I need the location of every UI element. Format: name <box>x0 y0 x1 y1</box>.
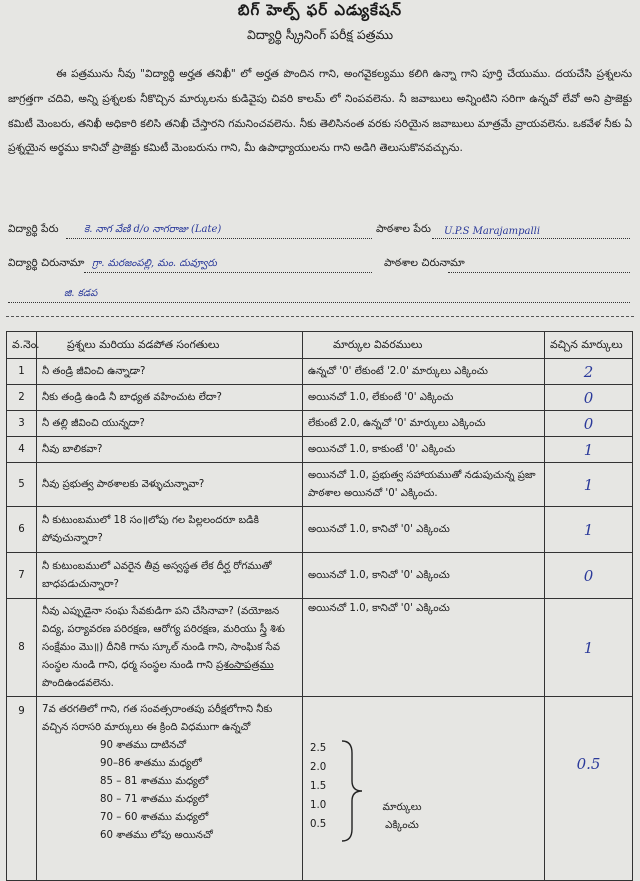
row-number: 2 <box>7 385 37 411</box>
grade-item: 90 శాతము దాటినచో <box>100 740 187 751</box>
row-question: నీకు తండ్రి ఉండి నీ బాధ్యత వహించుట లేదా? <box>37 385 303 411</box>
row-score[interactable]: 0.5 <box>545 697 633 881</box>
address-row-2 <box>8 282 632 306</box>
table-header-row <box>7 332 633 359</box>
row-number: 5 <box>7 463 37 507</box>
grade-mark: 2.5 <box>310 743 327 754</box>
row-marks-rule: అయినచో 1.0, కానిచో '0' ఎక్కించు <box>303 599 545 697</box>
table-row <box>7 385 633 411</box>
table-row <box>7 553 633 599</box>
row-question: నీ తండ్రి జీవించి ఉన్నాడా? <box>37 359 303 385</box>
grade-item: 70 – 60 శాతము మధ్యలో <box>100 812 209 823</box>
row-number: 8 <box>7 599 37 697</box>
row-number: 7 <box>7 553 37 599</box>
row-number: 6 <box>7 507 37 553</box>
table-row <box>7 359 633 385</box>
row-question: నీ కుటుంబములో 18 సం॥లోపు గల పిల్లలందరూ బడికి పోవుచున్నారా? <box>37 507 303 553</box>
row-number: 4 <box>7 437 37 463</box>
grade-marks-group <box>308 739 539 879</box>
row-marks-rule: అయినచో 1.0, కానిచో '0' ఎక్కించు <box>303 507 545 553</box>
student-address-value: గ్రా. మరజంపల్లి, మం. దువ్వూరు <box>92 258 217 269</box>
row-question: నీవు ప్రభుత్వ పాఠశాలకు వెళ్ళుచున్నావా? <box>37 463 303 507</box>
grade-mark: 1.5 <box>310 781 327 792</box>
header-marks-obtained: వచ్చిన మార్కులు <box>545 332 633 359</box>
row-marks-rule <box>303 697 545 881</box>
grade-marks-list <box>310 739 340 834</box>
section-divider <box>6 316 634 317</box>
row-marks-rule: ఉన్నచో '0' లేకుంటే '2.0' మార్కులు ఎక్కించు <box>303 359 545 385</box>
curly-brace-icon <box>340 739 364 843</box>
student-address-value-2: జి. కడప <box>64 288 98 299</box>
grade-mark: 0.5 <box>310 819 327 830</box>
header-marks-details: మార్కుల వివరములు <box>303 332 545 359</box>
row-score[interactable]: 1 <box>545 507 633 553</box>
grade-item: 80 – 71 శాతము మధ్యలో <box>100 794 209 805</box>
school-address-field[interactable] <box>448 256 630 273</box>
student-name-value: కె. నాగ వేణి d/o నాగరాజు (Late) <box>84 224 222 235</box>
student-address-field-2[interactable] <box>8 286 630 303</box>
table-row <box>7 507 633 553</box>
row-score[interactable]: 0 <box>545 411 633 437</box>
row-question-suffix: పొందిఉండవలెను. <box>42 677 114 689</box>
row-marks-rule: అయినచో 1.0, కానిచో '0' ఎక్కించు <box>303 553 545 599</box>
row-number: 9 <box>7 697 37 881</box>
row-question <box>37 697 303 881</box>
grade-marks-label: మార్కులు ఎక్కించు <box>382 802 422 831</box>
grade-mark: 2.0 <box>310 762 327 773</box>
row-question-text: 7వ తరగతిలో గాని, గత సంవత్సరాంతపు పరీక్షలోగాని నీకు వచ్చిన సరాసరి మార్కులు ఈ క్రింది విధముగా ఉన్నచో <box>42 704 273 733</box>
table-row <box>7 411 633 437</box>
student-name-label: విద్యార్థి పేరు <box>8 223 59 235</box>
row-marks-rule: అయినచో 1.0, లేకుంటే '0' ఎక్కించు <box>303 385 545 411</box>
address-row <box>8 252 632 276</box>
school-name-label: పాఠశాల పేరు <box>376 223 431 235</box>
school-address-label: పాఠశాల చిరునామా <box>384 257 465 269</box>
row-score[interactable]: 0 <box>545 553 633 599</box>
table-row <box>7 463 633 507</box>
grade-item: 60 శాతము లోపు అయినచో <box>100 830 213 841</box>
name-row <box>8 218 632 242</box>
row-score[interactable]: 2 <box>545 359 633 385</box>
header-questions: ప్రశ్నలు మరియు వడపోత సంగతులు <box>37 332 303 359</box>
row-score[interactable]: 1 <box>545 463 633 507</box>
row-question <box>37 599 303 697</box>
grade-mark: 1.0 <box>310 800 327 811</box>
row-question: నీ కుటుంబములో ఎవరైన తీవ్ర అస్వస్థత లేక దీర్ఘ రోగముతో బాధపడుచున్నారా? <box>37 553 303 599</box>
row-question: నీ తల్లి జీవించి యున్నదా? <box>37 411 303 437</box>
row-question: నీవు బాలికవా? <box>37 437 303 463</box>
header-serial: వ.నెం. <box>7 332 37 359</box>
row-marks-rule: లేకుంటే 2.0, ఉన్నచో '0' మార్కులు ఎక్కించు <box>303 411 545 437</box>
student-address-label: విద్యార్థి చిరునామా <box>8 257 85 269</box>
table-row <box>7 599 633 697</box>
screening-table <box>6 331 633 881</box>
organization-title: బిగ్ హెల్ప్ ఫర్ ఎడ్యుకేషన్ <box>237 1 403 19</box>
table-row <box>7 697 633 881</box>
row-number: 1 <box>7 359 37 385</box>
grade-item: 90–86 శాతము మధ్యలో <box>100 758 202 769</box>
row-score[interactable]: 0 <box>545 385 633 411</box>
row-question-underlined: ప్రశంసాపత్రము <box>215 659 274 671</box>
school-name-value: U.P.S Marajampalli <box>444 226 541 237</box>
row-question-text: నీవు ఎప్పుడైనా సంఘ సేవకుడిగా పని చేసినావా? (వయోజన విద్య, పర్యావరణ పరిరక్షణ, ఆరోగ్య పరిరక్షణ, మరియు స్త్రీ శిశు సంక్షేమం మొ॥) దీనికి గాను స్కూల్ నుండి గాని, సాంఘిక సేవ సంస్థల నుండి గాని, ధర్మ సంస్థల నుండి గాని <box>42 605 285 671</box>
row-marks-rule: అయినచో 1.0, కాకుంటే '0' ఎక్కించు <box>303 437 545 463</box>
grade-item: 85 – 81 శాతము మధ్యలో <box>100 776 209 787</box>
instructions-paragraph: ఈ పత్రమును నీవు "విద్యార్థి అర్హత తనిఖీ" లో అర్హత పొందిన గాని, అంగవైకల్యము కలిగి ఉన్నా గాని పూర్తి చేయుము. దయచేసి ప్రశ్నలను జాగ్రత్తగా చదివి, అన్ని ప్రశ్నలకు నీకొచ్చిన మార్కులను కుడివైపు చివరి కాలమ్ లో నింపవలెను. నీ జవాబులు అన్నింటిని సరిగా ఉన్నవో లేవో అని ప్రాజెక్టు కమిటీ మెంబరు, తనిఖీ అధికారి కలిసి తనిఖీ చేస్తారని గమనించవలెను. నీకు తెలిసినంత వరకు సరియైన జవాబులు మాత్రమే వ్రాయవలెను. ఒకవేళ నీకు ఏ ప్రశ్నయైన అర్థము కానిచో ప్రాజెక్టు కమిటీ మెంబరును గాని, మీ ఉపాధ్యాయులను గాని అడిగి తెలుసుకొనవచ్చును. <box>8 68 632 155</box>
row-marks-rule: అయినచో 1.0, ప్రభుత్వ సహాయముతో నడుపుచున్న ప్రజా పాఠశాల అయినచో '0' ఎక్కించు. <box>303 463 545 507</box>
row-number: 3 <box>7 411 37 437</box>
form-title: విద్యార్థి స్క్రీనింగ్ పరీక్ష పత్రము <box>246 27 394 42</box>
row-score[interactable]: 1 <box>545 437 633 463</box>
table-row <box>7 437 633 463</box>
grade-list <box>42 737 297 845</box>
row-score[interactable]: 1 <box>545 599 633 697</box>
